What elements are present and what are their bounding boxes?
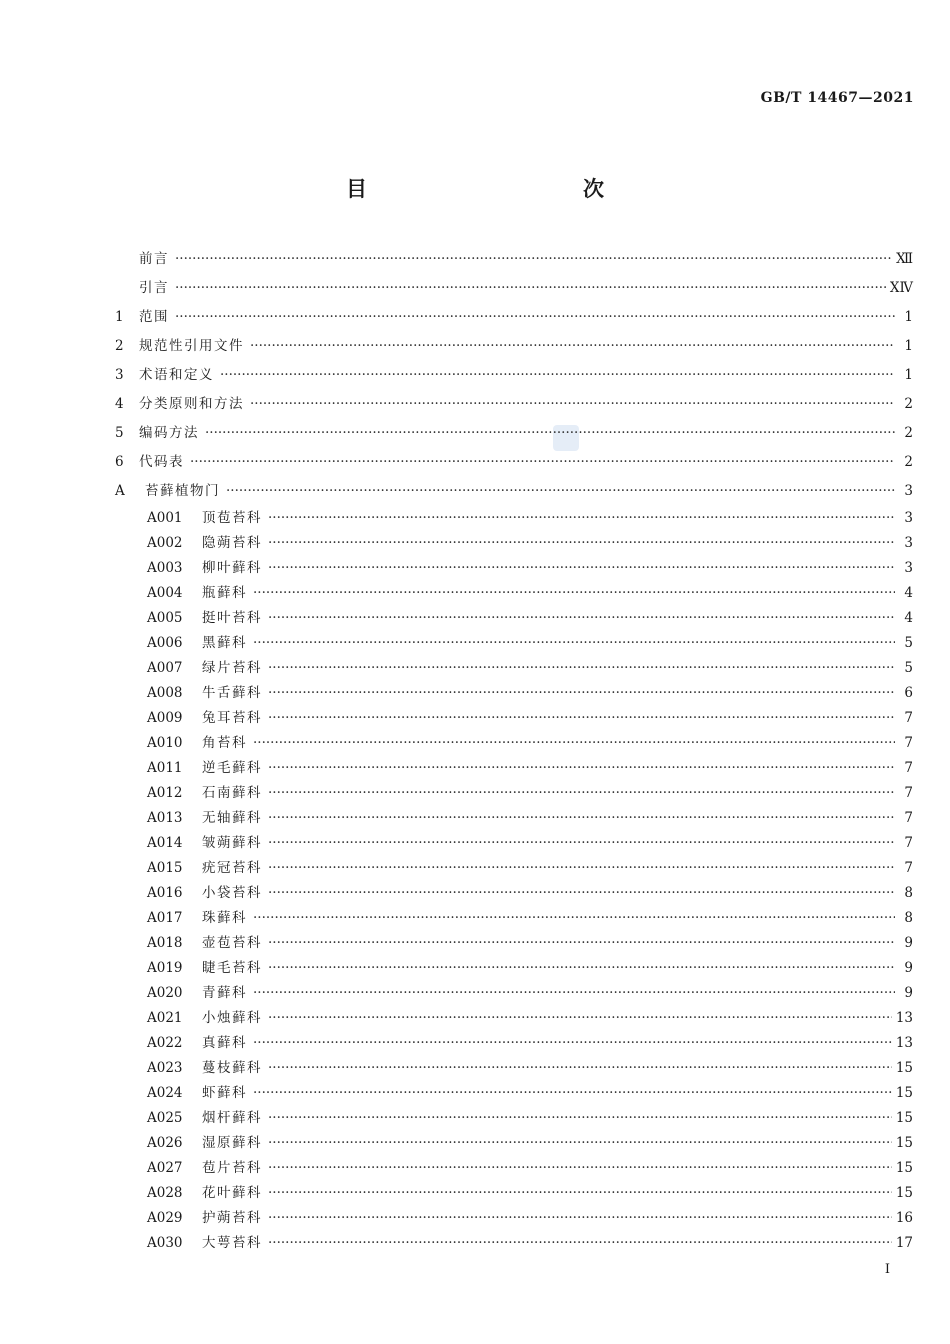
- toc-entry-page: 7: [904, 785, 913, 801]
- toc-entry-title: 青藓科: [202, 985, 247, 1001]
- toc-entry-page: 9: [904, 935, 913, 951]
- toc-entry[interactable]: [115, 477, 913, 506]
- toc-entry-number: A029: [147, 1210, 183, 1226]
- toc-entry[interactable]: [115, 756, 913, 781]
- dot-leader: [268, 1181, 892, 1206]
- toc-entry[interactable]: [115, 556, 913, 581]
- toc-entry-number: A026: [147, 1135, 183, 1151]
- toc-entry[interactable]: [115, 831, 913, 856]
- dot-leader: [268, 756, 895, 781]
- toc-entry-number: A010: [147, 735, 183, 751]
- toc-entry[interactable]: [115, 1231, 913, 1256]
- toc-entry-number: 2: [115, 338, 124, 354]
- dot-leader: [268, 1156, 892, 1181]
- toc-entry[interactable]: [115, 781, 913, 806]
- dot-leader: [253, 1031, 892, 1056]
- toc-entry-page: 7: [904, 710, 913, 726]
- toc-entry[interactable]: [115, 448, 913, 477]
- toc-entry[interactable]: [115, 274, 913, 303]
- toc-entry-title: 烟杆藓科: [202, 1110, 262, 1126]
- toc-entry-number: A020: [147, 985, 183, 1001]
- toc-entry-title: 蔓枝藓科: [202, 1060, 262, 1076]
- toc-entry-number: A016: [147, 885, 183, 901]
- dot-leader: [268, 781, 895, 806]
- toc-entry-title: 皱蒴藓科: [202, 835, 262, 851]
- toc-entry-number: A028: [147, 1185, 183, 1201]
- dot-leader: [190, 448, 895, 477]
- toc-entry[interactable]: [115, 581, 913, 606]
- toc-entry-title: 花叶藓科: [202, 1185, 262, 1201]
- toc-entry[interactable]: [115, 506, 913, 531]
- dot-leader: [268, 606, 895, 631]
- toc-entry-title: 术语和定义: [139, 367, 214, 383]
- toc-entry-page: 9: [904, 960, 913, 976]
- toc-entry[interactable]: [115, 1081, 913, 1106]
- dot-leader: [268, 831, 895, 856]
- toc-entry-title: 代码表: [139, 454, 184, 470]
- toc-entry-title: 小烛藓科: [202, 1010, 262, 1026]
- toc-entry-title: 前言: [139, 251, 169, 267]
- toc-entry[interactable]: [115, 1206, 913, 1231]
- toc-entry-page: 3: [904, 483, 913, 499]
- dot-leader: [268, 1231, 892, 1256]
- dot-leader: [175, 245, 892, 274]
- toc-entry[interactable]: [115, 245, 913, 274]
- toc-entry-page: 3: [904, 510, 913, 526]
- dot-leader: [268, 931, 895, 956]
- toc-entry-title: 隐蒴苔科: [202, 535, 262, 551]
- dot-leader: [175, 274, 886, 303]
- toc-entry-title: 绿片苔科: [202, 660, 262, 676]
- toc-entry-number: A022: [147, 1035, 183, 1051]
- dot-leader: [250, 332, 895, 361]
- toc-entry[interactable]: [115, 981, 913, 1006]
- toc-entry[interactable]: [115, 419, 913, 448]
- toc-entry[interactable]: [115, 956, 913, 981]
- toc-entry[interactable]: [115, 1156, 913, 1181]
- dot-leader: [268, 656, 895, 681]
- toc-entry-page: 15: [895, 1185, 913, 1201]
- toc-entry-title: 苔藓植物门: [145, 483, 220, 499]
- toc-entry[interactable]: [115, 361, 913, 390]
- toc-entry-page: 15: [895, 1110, 913, 1126]
- dot-leader: [250, 390, 895, 419]
- dot-leader: [268, 706, 895, 731]
- toc-entry-title: 角苔科: [202, 735, 247, 751]
- toc-entry-page: 16: [895, 1210, 913, 1226]
- toc-entry[interactable]: [115, 731, 913, 756]
- toc-entry[interactable]: [115, 1181, 913, 1206]
- toc-entry-page: Ⅻ: [896, 251, 913, 267]
- toc-entry-page: 5: [904, 635, 913, 651]
- toc-entry-page: 15: [895, 1060, 913, 1076]
- toc-entry-title: 引言: [139, 280, 169, 296]
- toc-entry-number: A015: [147, 860, 183, 876]
- toc-entry-page: 2: [904, 454, 913, 470]
- toc-entry-page: 9: [904, 985, 913, 1001]
- toc-entry-title: 无轴藓科: [202, 810, 262, 826]
- toc-entry-number: 3: [115, 367, 124, 383]
- dot-leader: [220, 361, 895, 390]
- toc-entry-title: 范围: [139, 309, 169, 325]
- toc-entry-page: 13: [895, 1010, 913, 1026]
- toc-entry[interactable]: [115, 390, 913, 419]
- toc-entry-title: 分类原则和方法: [139, 396, 244, 412]
- toc-entry-title: 柳叶藓科: [202, 560, 262, 576]
- toc-entry-number: A004: [147, 585, 183, 601]
- toc-entry-page: 5: [904, 660, 913, 676]
- toc-entry-number: A011: [147, 760, 183, 776]
- dot-leader: [253, 906, 895, 931]
- toc-entry-page: 7: [904, 835, 913, 851]
- toc-entry-page: 1: [904, 338, 913, 354]
- toc-entry-title: 石南藓科: [202, 785, 262, 801]
- toc-entry-page: 15: [895, 1085, 913, 1101]
- standard-code: GB/T 14467—2021: [760, 90, 914, 106]
- toc-entry-title: 疣冠苔科: [202, 860, 262, 876]
- toc-entry[interactable]: [115, 631, 913, 656]
- toc-entry-title: 睫毛苔科: [202, 960, 262, 976]
- dot-leader: [268, 1056, 892, 1081]
- toc-entry-title: 真藓科: [202, 1035, 247, 1051]
- dot-leader: [268, 1106, 892, 1131]
- toc-entry[interactable]: [115, 332, 913, 361]
- toc-entry-page: 8: [904, 885, 913, 901]
- dot-leader: [253, 731, 895, 756]
- toc-entry-number: 4: [115, 396, 124, 412]
- toc-entry-title: 珠藓科: [202, 910, 247, 926]
- toc-entry-page: 4: [904, 610, 913, 626]
- toc-entry-page: 1: [904, 367, 913, 383]
- dot-leader: [253, 1081, 892, 1106]
- page-title: 目 次: [346, 176, 662, 201]
- toc-entry-page: 15: [895, 1135, 913, 1151]
- toc-entry-number: A027: [147, 1160, 183, 1176]
- toc-entry-number: A003: [147, 560, 183, 576]
- toc-entry-page: 7: [904, 860, 913, 876]
- toc-entry[interactable]: [115, 303, 913, 332]
- toc-entry-title: 规范性引用文件: [139, 338, 244, 354]
- toc-entry[interactable]: [115, 1056, 913, 1081]
- toc-entry-page: 7: [904, 810, 913, 826]
- dot-leader: [253, 631, 895, 656]
- toc-entry-title: 顶苞苔科: [202, 510, 262, 526]
- toc-entry[interactable]: [115, 1106, 913, 1131]
- toc-entry[interactable]: [115, 931, 913, 956]
- toc-entry[interactable]: [115, 606, 913, 631]
- dot-leader: [268, 556, 895, 581]
- toc-entry[interactable]: [115, 806, 913, 831]
- toc-entry-page: 15: [895, 1160, 913, 1176]
- toc-entry-number: 5: [115, 425, 124, 441]
- toc-entry-page: 6: [904, 685, 913, 701]
- toc-entry-number: A021: [147, 1010, 183, 1026]
- dot-leader: [268, 1206, 892, 1231]
- toc-entry-number: A019: [147, 960, 183, 976]
- toc-entry-page: 13: [895, 1035, 913, 1051]
- dot-leader: [175, 303, 895, 332]
- toc-entry-title: 兔耳苔科: [202, 710, 262, 726]
- toc-entry-number: A005: [147, 610, 183, 626]
- dot-leader: [268, 681, 895, 706]
- dot-leader: [268, 856, 895, 881]
- toc-entry[interactable]: [115, 706, 913, 731]
- toc-entry-number: A: [115, 483, 125, 499]
- toc-entry-number: A017: [147, 910, 183, 926]
- toc-entry-title: 牛舌藓科: [202, 685, 262, 701]
- toc-entry-page: 4: [904, 585, 913, 601]
- toc-entry-title: 苞片苔科: [202, 1160, 262, 1176]
- dot-leader: [268, 531, 895, 556]
- toc-entry-number: A030: [147, 1235, 183, 1251]
- toc-entry-number: A012: [147, 785, 183, 801]
- dot-leader: [253, 581, 895, 606]
- dot-leader: [268, 881, 895, 906]
- toc-entry[interactable]: [115, 531, 913, 556]
- toc-entry-title: 湿原藓科: [202, 1135, 262, 1151]
- toc-entry-number: A008: [147, 685, 183, 701]
- toc-entry-title: 黑藓科: [202, 635, 247, 651]
- toc-entry-number: A007: [147, 660, 183, 676]
- toc-entry-title: 逆毛藓科: [202, 760, 262, 776]
- toc-entry-number: A006: [147, 635, 183, 651]
- footer-page-number: I: [884, 1262, 890, 1277]
- toc-entry-number: A014: [147, 835, 183, 851]
- dot-leader: [268, 806, 895, 831]
- toc-entry-number: 1: [115, 309, 124, 325]
- toc-entry-title: 挺叶苔科: [202, 610, 262, 626]
- toc-entry-page: 3: [904, 535, 913, 551]
- toc-entry-title: 壶苞苔科: [202, 935, 262, 951]
- toc-entry-number: A002: [147, 535, 183, 551]
- toc-entry-page: 3: [904, 560, 913, 576]
- toc-entry-number: A009: [147, 710, 183, 726]
- dot-leader: [268, 956, 895, 981]
- dot-leader: [268, 1006, 892, 1031]
- toc-entry[interactable]: [115, 681, 913, 706]
- toc-entry-page: ⅩⅣ: [889, 280, 913, 296]
- toc-entry-number: A023: [147, 1060, 183, 1076]
- dot-leader: [268, 1131, 892, 1156]
- dot-leader: [253, 981, 895, 1006]
- dot-leader: [205, 419, 895, 448]
- toc-entry-number: A013: [147, 810, 183, 826]
- toc-entry-title: 编码方法: [139, 425, 199, 441]
- toc-entry[interactable]: [115, 856, 913, 881]
- toc-entry-page: 1: [904, 309, 913, 325]
- toc-entry-page: 7: [904, 735, 913, 751]
- toc-entry-page: 8: [904, 910, 913, 926]
- toc-entry-title: 护蒴苔科: [202, 1210, 262, 1226]
- toc-entry[interactable]: [115, 906, 913, 931]
- toc-entry-number: A001: [147, 510, 183, 526]
- toc-entry-page: 7: [904, 760, 913, 776]
- toc-entry[interactable]: [115, 1031, 913, 1056]
- toc-entry-page: 17: [895, 1235, 913, 1251]
- toc-entry-title: 小袋苔科: [202, 885, 262, 901]
- toc-entry-title: 虾藓科: [202, 1085, 247, 1101]
- toc-entry-number: A024: [147, 1085, 183, 1101]
- dot-leader: [226, 477, 895, 506]
- toc-entry-page: 2: [904, 425, 913, 441]
- toc-entry-number: 6: [115, 454, 124, 470]
- toc-entry[interactable]: [115, 656, 913, 681]
- table-of-contents: [115, 245, 913, 1256]
- toc-entry[interactable]: [115, 1131, 913, 1156]
- toc-entry-number: A018: [147, 935, 183, 951]
- toc-entry-page: 2: [904, 396, 913, 412]
- toc-entry[interactable]: [115, 1006, 913, 1031]
- toc-entry-title: 大萼苔科: [202, 1235, 262, 1251]
- toc-entry[interactable]: [115, 881, 913, 906]
- dot-leader: [268, 506, 895, 531]
- toc-entry-number: A025: [147, 1110, 183, 1126]
- toc-entry-title: 瓶藓科: [202, 585, 247, 601]
